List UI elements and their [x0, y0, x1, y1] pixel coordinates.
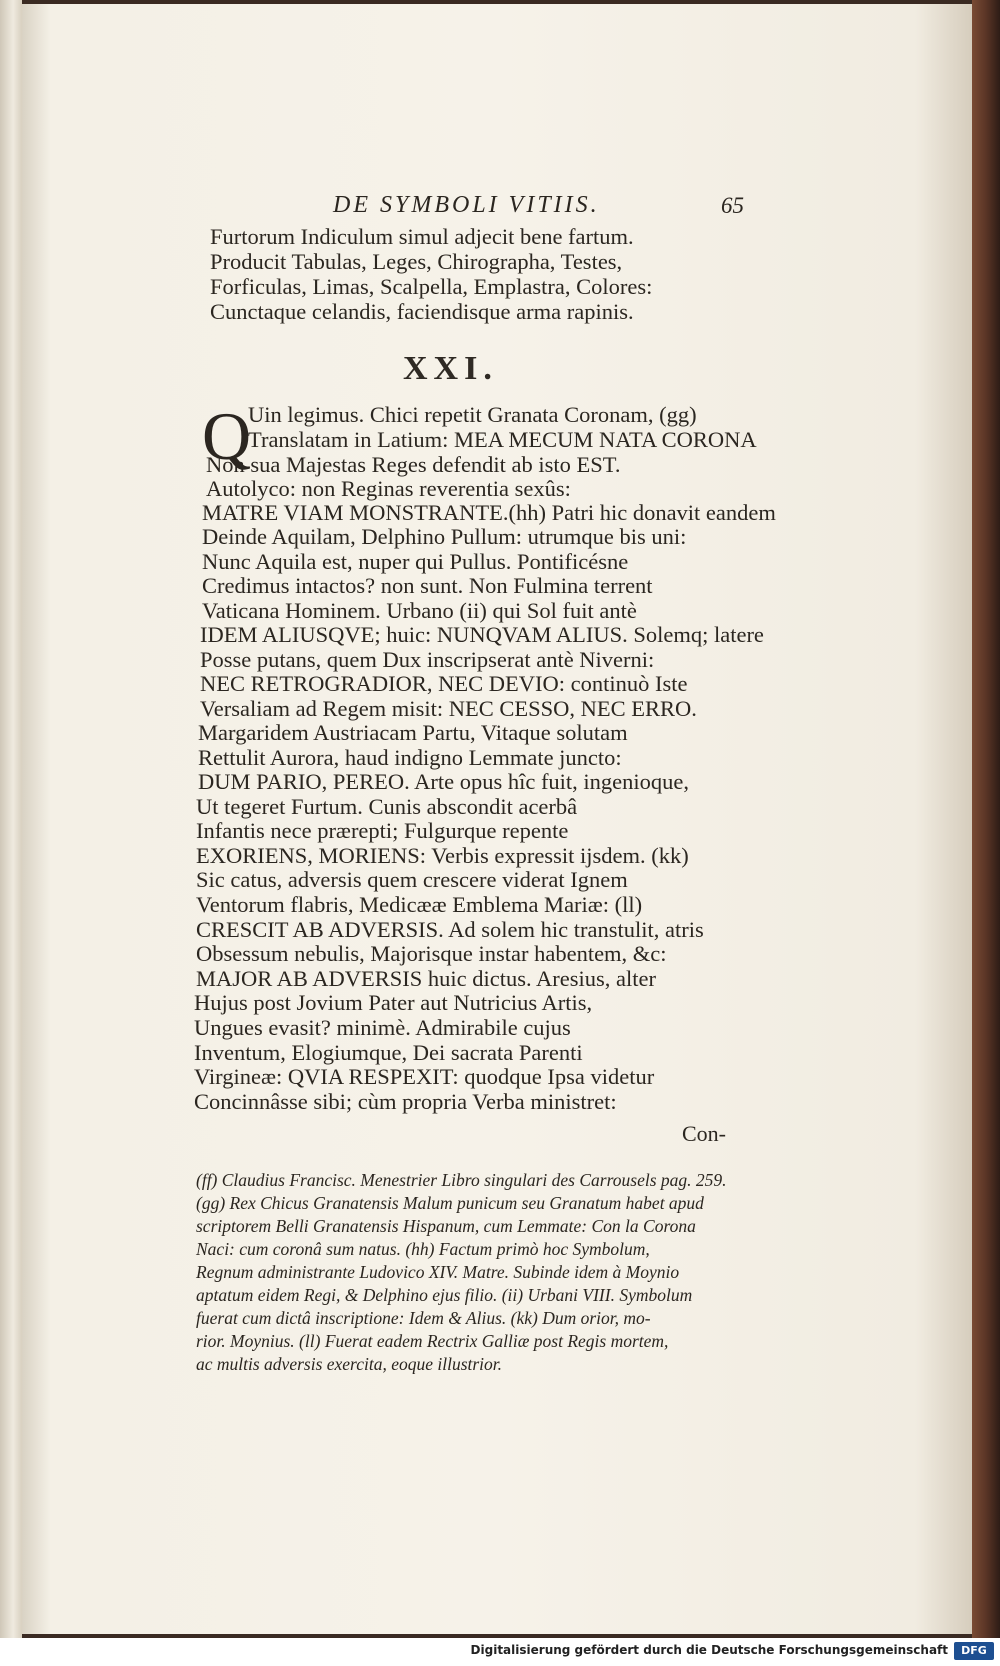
text-line: EXORIENS, MORIENS: Verbis expressit ijsdem. (kk) [196, 843, 689, 868]
text-line: Versaliam ad Regem misit: NEC CESSO, NEC ERRO. [200, 696, 697, 721]
text-line: Inventum, Elogiumque, Dei sacrata Parenti [194, 1040, 583, 1065]
page-number: 65 [721, 193, 744, 218]
text-line: Non sua Majestas Reges defendit ab isto EST. [206, 452, 621, 477]
text-line: Furtorum Indiculum simul adjecit bene fartum. [210, 224, 634, 249]
text-line: Margaridem Austriacam Partu, Vitaque solutam [198, 720, 628, 745]
footnote-line: ac multis adversis exercita, eoque illustrior. [196, 1354, 503, 1374]
footnote-line: scriptorem Belli Granatensis Hispanum, cum Lemmate: Con la Corona [196, 1216, 696, 1236]
previous-page-edge [0, 0, 22, 1638]
funding-credit: Digitalisierung gefördert durch die Deutsche Forschungsgemeinschaft [470, 1643, 948, 1657]
footnote-line: aptatum eidem Regi, & Delphino ejus filio. (ii) Urbani VIII. Symbolum [196, 1285, 693, 1305]
text-line: Ungues evasit? minimè. Admirabile cujus [194, 1015, 571, 1040]
text-line: Translatam in Latium: MEA MECUM NATA CORONA [248, 427, 757, 452]
text-line: Ventorum flabris, Medicææ Emblema Mariæ: (ll) [196, 892, 643, 917]
footnote-line: (ff) Claudius Francisc. Menestrier Libro singulari des Carrousels pag. 259. [196, 1170, 727, 1190]
footnote-line: (gg) Rex Chicus Granatensis Malum punicum seu Granatum habet apud [196, 1193, 704, 1213]
text-line: MATRE VIAM MONSTRANTE.(hh) Patri hic donavit eandem [202, 500, 776, 525]
text-line: IDEM ALIUSQVE; huic: NUNQVAM ALIUS. Solemq; latere [200, 622, 764, 647]
text-line: MAJOR AB ADVERSIS huic dictus. Aresius, alter [196, 966, 657, 991]
section-title: XXI. [403, 350, 498, 387]
footnote-line: fuerat cum dictâ inscriptione: Idem & Alius. (kk) Dum orior, mo- [196, 1308, 651, 1328]
text-line: Vaticana Hominem. Urbano (ii) qui Sol fuit antè [202, 598, 637, 623]
text-line: Cunctaque celandis, faciendisque arma rapinis. [210, 299, 634, 324]
dfg-logo: DFG [954, 1642, 994, 1660]
footer-bar [0, 1638, 1000, 1666]
text-line: CRESCIT AB ADVERSIS. Ad solem hic transtulit, atris [196, 917, 704, 942]
text-line: Obsessum nebulis, Majorisque instar habentem, &c: [196, 941, 667, 966]
text-line: Autolyco: non Reginas reverentia sexûs: [206, 476, 571, 501]
text-line: Uin legimus. Chici repetit Granata Coronam, (gg) [248, 402, 697, 427]
text-line: NEC RETROGRADIOR, NEC DEVIO: continuò Iste [200, 671, 688, 696]
text-line: Hujus post Jovium Pater aut Nutricius Artis, [194, 990, 593, 1015]
text-line: Infantis nece prærepti; Fulgurque repente [196, 818, 569, 843]
text-line: DUM PARIO, PEREO. Arte opus hîc fuit, ingenioque, [198, 769, 690, 794]
book-spine [972, 0, 1000, 1638]
text-line: Nunc Aquila est, nuper qui Pullus. Pontificésne [202, 549, 629, 574]
text-line: Sic catus, adversis quem crescere viderat Ignem [196, 867, 628, 892]
footnote-line: Naci: cum coronâ sum natus. (hh) Factum primò hoc Symbolum, [196, 1239, 650, 1259]
text-line: Deinde Aquilam, Delphino Pullum: utrumque bis uni: [202, 524, 687, 549]
running-title: DE SYMBOLI VITIIS. [333, 192, 600, 218]
text-line: Credimus intactos? non sunt. Non Fulmina terrent [202, 573, 653, 598]
text-line: Posse putans, quem Dux inscripserat antè Niverni: [200, 647, 655, 672]
text-line: Forficulas, Limas, Scalpella, Emplastra, Colores: [210, 274, 653, 299]
text-line: Producit Tabulas, Leges, Chirographa, Testes, [210, 249, 623, 274]
text-line: Concinnâsse sibi; cùm propria Verba ministret: [194, 1089, 617, 1114]
drop-cap: Q [202, 398, 252, 474]
catchword: Con- [682, 1121, 726, 1146]
text-line: Rettulit Aurora, haud indigno Lemmate juncto: [198, 745, 622, 770]
text-line: Virgineæ: QVIA RESPEXIT: quodque Ipsa videtur [194, 1064, 655, 1089]
footnote-line: Regnum administrante Ludovico XIV. Matre. Subinde idem à Moynio [196, 1262, 680, 1282]
text-line: Ut tegeret Furtum. Cunis abscondit acerbâ [196, 794, 578, 819]
footnote-line: rior. Moynius. (ll) Fuerat eadem Rectrix Galliæ post Regis mortem, [196, 1331, 669, 1351]
